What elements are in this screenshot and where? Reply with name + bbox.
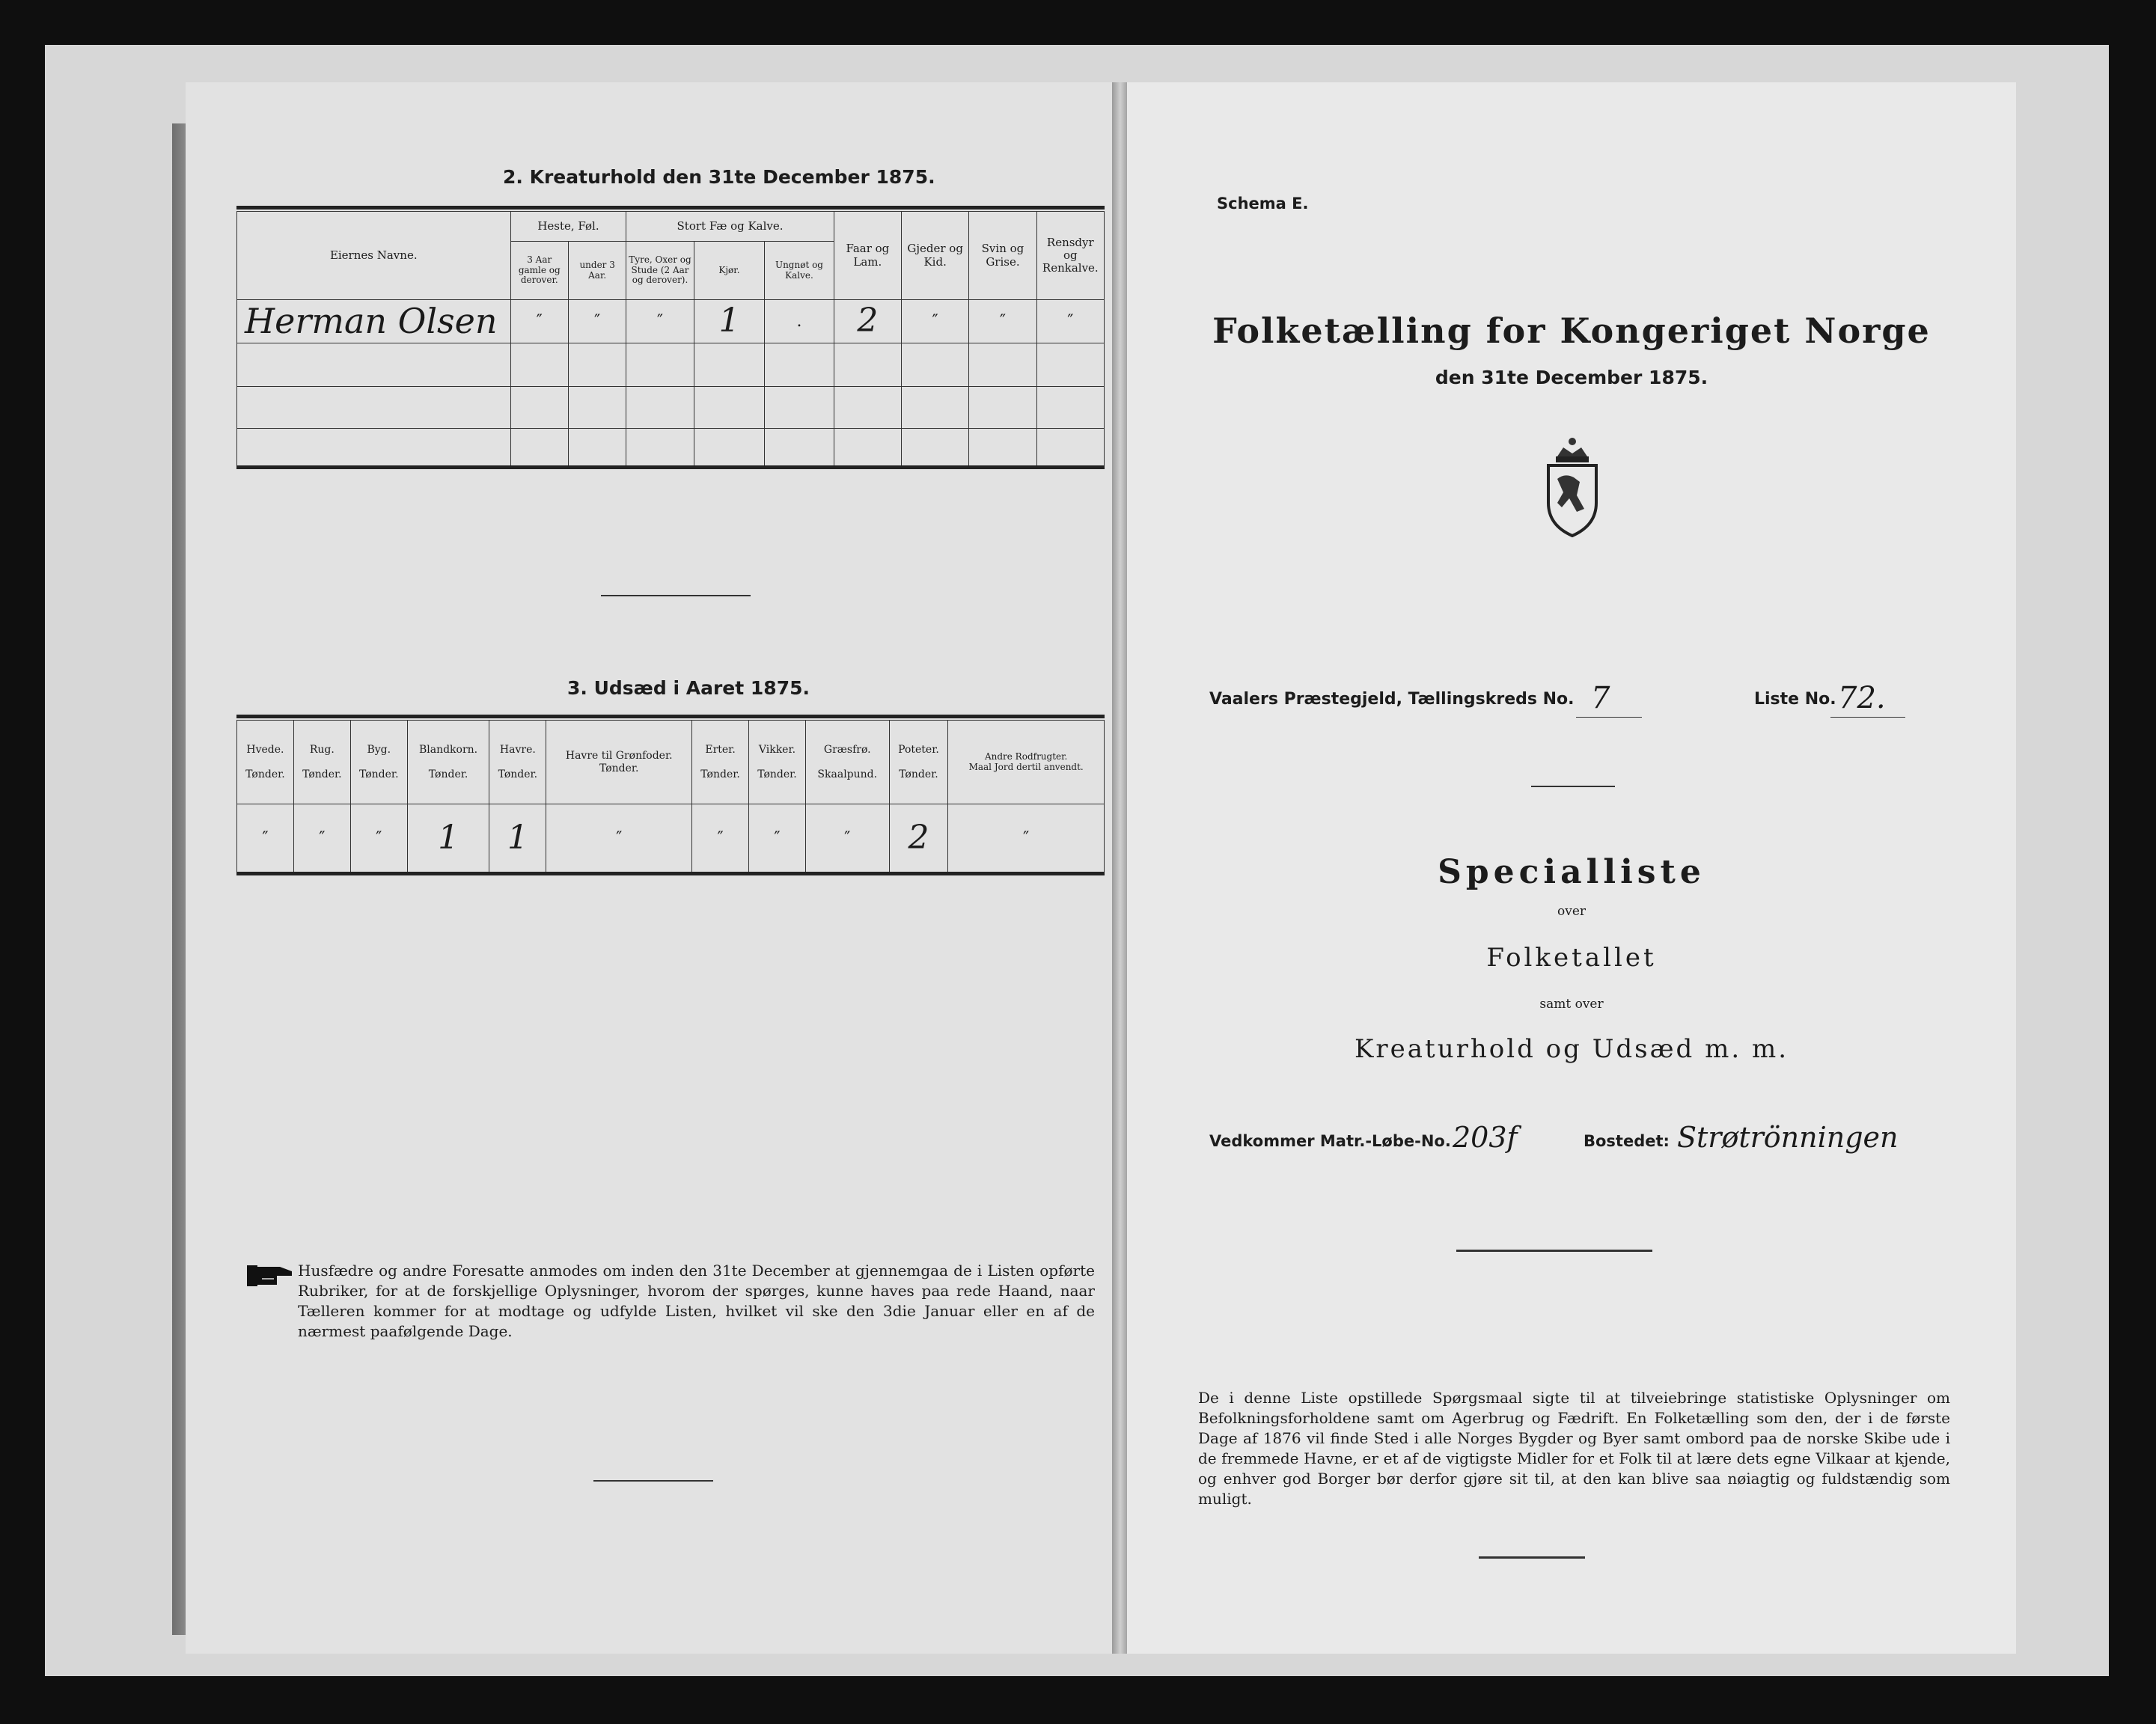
header-cattle-oxen: Tyre, Oxer og Stude (2 Aar og derover).	[626, 242, 694, 300]
kreds-underline	[1576, 717, 1642, 718]
seed-value: ″	[546, 804, 692, 873]
seed-header: Poteter. Tønder.	[889, 721, 948, 804]
liste-number: 72.	[1838, 681, 1886, 715]
over-label: over	[1557, 904, 1587, 919]
seed-header: Rug. Tønder.	[293, 721, 350, 804]
section-2-title: 2. Kreaturhold den 31te December 1875.	[503, 166, 935, 188]
cell-cattle-calves: .	[765, 300, 834, 343]
liste-label: Liste No.	[1754, 690, 1836, 709]
owner-name: Herman Olsen	[237, 300, 511, 343]
seed-value: ″	[237, 804, 294, 873]
seed-header: Havre til Grønfoder. Tønder.	[546, 721, 692, 804]
seed-value: ″	[948, 804, 1105, 873]
matr-number: 203f	[1453, 1121, 1518, 1154]
header-reindeer: Rensdyr og Renkalve.	[1036, 212, 1104, 300]
pointing-hand-icon	[247, 1261, 295, 1294]
left-page	[186, 82, 1114, 1654]
liste-underline	[1830, 717, 1905, 718]
seed-table-top-rule	[236, 715, 1105, 718]
kreaturhold-label: Kreaturhold og Udsæd m. m.	[1354, 1034, 1789, 1064]
seed-table	[236, 720, 1105, 873]
matr-label: Vedkommer Matr.-Løbe-No.	[1209, 1132, 1451, 1150]
seed-value: ″	[805, 804, 889, 873]
table-top-rule	[236, 206, 1105, 210]
section-3-title: 3. Udsæd i Aaret 1875.	[567, 677, 810, 699]
empty-row	[237, 343, 1105, 387]
seed-header: Andre Rodfrugter. Maal Jord dertil anvendt.	[948, 721, 1105, 804]
seed-header: Græsfrø. Skaalpund.	[805, 721, 889, 804]
header-cattle-cows: Kjør.	[694, 242, 765, 300]
separator-rule	[601, 595, 751, 596]
census-purpose-text: De i denne Liste opstillede Spørgsmaal sigte til at tilveiebringe statistiske Oplysninger om Befolkningsforholdene samt om Agerbrug og Fædrift. En Folketælling som den, der i de første Dage af 1876 vil finde Sted i alle Norges Bygder og Byer samt ombord paa de norske Skibe ude i de fremmede Havne, er et af de vigtigste Midler for et Folk til at lære dets egne Vilkaar at kjende, og enhver god Borger bør derfor gjøre sit til, at den kan blive saa nøiagtig og fuldstændig som muligt.	[1198, 1389, 1950, 1508]
seed-header: Blandkorn. Tønder.	[407, 721, 489, 804]
table-bottom-rule	[236, 465, 1105, 469]
seed-header: Erter. Tønder.	[692, 721, 749, 804]
bostedet-label: Bostedet:	[1584, 1132, 1670, 1150]
bostedet-value: Strøtrönningen	[1677, 1121, 1899, 1154]
seed-value: ″	[749, 804, 806, 873]
bottom-rule	[593, 1480, 713, 1482]
divider-rule	[1456, 1250, 1652, 1252]
header-sheep: Faar og Lam.	[834, 212, 901, 300]
header-horses: Heste, Føl.	[510, 212, 626, 242]
schema-label: Schema E.	[1217, 195, 1309, 213]
empty-row	[237, 387, 1105, 429]
header-cattle-calves: Ungnøt og Kalve.	[765, 242, 834, 300]
cell-horses-young: ″	[568, 300, 626, 343]
cell-cattle-cows: 1	[694, 300, 765, 343]
seed-value: 1	[407, 804, 489, 873]
header-cattle: Stort Fæ og Kalve.	[626, 212, 834, 242]
seed-value: ″	[350, 804, 407, 873]
bottom-rule	[1479, 1556, 1585, 1559]
seed-value: ″	[293, 804, 350, 873]
header-owner: Eiernes Navne.	[237, 212, 511, 300]
tellingskreds-number: 7	[1591, 681, 1610, 715]
seed-header: Byg. Tønder.	[350, 721, 407, 804]
coat-of-arms-icon	[1535, 434, 1610, 542]
cell-cattle-oxen: ″	[626, 300, 694, 343]
seed-value: 2	[889, 804, 948, 873]
empty-row	[237, 429, 1105, 468]
samt-over-label: samt over	[1539, 997, 1604, 1012]
specialliste-heading: Specialliste	[1438, 853, 1705, 891]
cell-sheep: 2	[834, 300, 901, 343]
census-title: Folketælling for Kongeriget Norge	[1212, 311, 1931, 351]
seed-value: 1	[489, 804, 546, 873]
right-page	[1127, 82, 2016, 1654]
cell-goats: ″	[902, 300, 969, 343]
seed-table-bottom-rule	[236, 872, 1105, 875]
folketallet-label: Folketallet	[1486, 943, 1657, 973]
header-pigs: Svin og Grise.	[969, 212, 1036, 300]
householder-notice: Husfædre og andre Foresatte anmodes om inden den 31te December at gjennemgaa de i Listen opførte Rubriker, for at de forskjellige Oplysninger, hvorom der spørges, kunne haves paa rede Haand, naar Tælleren kommer for at modtage og udfylde Listen, hvilket vil ske den 3die Januar eller en af de nærmest paafølgende Dage.	[298, 1262, 1095, 1340]
header-goats: Gjeder og Kid.	[902, 212, 969, 300]
census-date: den 31te December 1875.	[1435, 367, 1708, 388]
livestock-table	[236, 211, 1105, 468]
cell-pigs: ″	[969, 300, 1036, 343]
prestegjeld-label: Vaalers Præstegjeld, Tællingskreds No.	[1209, 690, 1575, 709]
cell-reindeer: ″	[1036, 300, 1104, 343]
seed-header: Havre. Tønder.	[489, 721, 546, 804]
seed-header: Vikker. Tønder.	[749, 721, 806, 804]
separator-rule	[1531, 786, 1615, 787]
book-spine	[1112, 82, 1129, 1654]
seed-header: Hvede. Tønder.	[237, 721, 294, 804]
seed-value: ″	[692, 804, 749, 873]
cell-horses-old: ″	[510, 300, 568, 343]
header-horses-old: 3 Aar gamle og derover.	[510, 242, 568, 300]
header-horses-young: under 3 Aar.	[568, 242, 626, 300]
